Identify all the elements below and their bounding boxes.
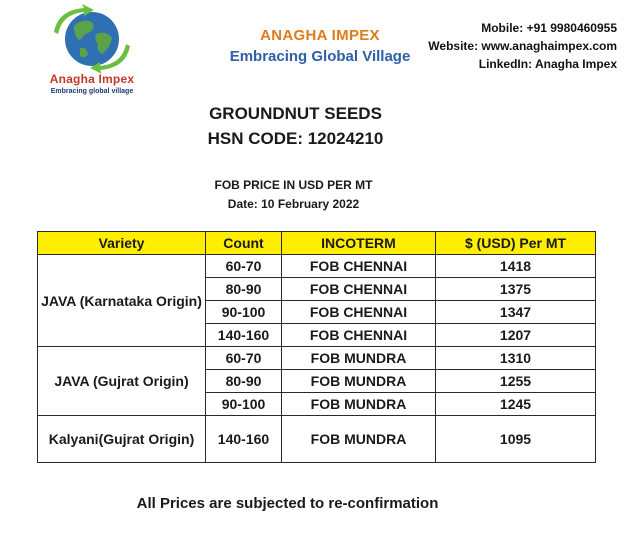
count-cell: 80-90	[206, 278, 282, 301]
variety-cell: JAVA (Karnataka Origin)	[38, 255, 206, 347]
logo-tagline: Embracing global village	[50, 88, 134, 95]
reconfirmation-note: All Prices are subjected to re-confirmation	[136, 495, 439, 512]
price-cell: 1245	[436, 393, 596, 416]
header-price: $ (USD) Per MT	[436, 232, 596, 255]
company-logo	[36, 4, 148, 102]
contact-website: Website: www.anaghaimpex.com	[428, 39, 617, 53]
table-row	[38, 416, 596, 463]
doc-title: GROUNDNUT SEEDS	[209, 104, 382, 123]
table-header-row	[38, 232, 596, 255]
incoterm-cell: FOB CHENNAI	[282, 324, 436, 347]
incoterm-cell: FOB CHENNAI	[282, 301, 436, 324]
incoterm-cell: FOB MUNDRA	[282, 416, 436, 463]
incoterm-cell: FOB MUNDRA	[282, 393, 436, 416]
incoterm-cell: FOB MUNDRA	[282, 370, 436, 393]
contact-block	[428, 19, 617, 73]
header-count: Count	[206, 232, 282, 255]
price-cell: 1207	[436, 324, 596, 347]
price-cell: 1095	[436, 416, 596, 463]
header-incoterm: INCOTERM	[282, 232, 436, 255]
price-basis: FOB PRICE IN USD PER MT	[214, 178, 373, 192]
count-cell: 90-100	[206, 393, 282, 416]
incoterm-cell: FOB CHENNAI	[282, 278, 436, 301]
variety-cell: Kalyani(Gujrat Origin)	[38, 416, 206, 463]
contact-linkedin: LinkedIn: Anagha Impex	[478, 57, 617, 71]
company-tagline: Embracing Global Village	[229, 48, 411, 65]
contact-mobile: Mobile: +91 9980460955	[481, 21, 617, 35]
price-cell: 1347	[436, 301, 596, 324]
company-name: ANAGHA IMPEX	[260, 27, 380, 44]
variety-cell: JAVA (Gujrat Origin)	[38, 347, 206, 416]
count-cell: 90-100	[206, 301, 282, 324]
table-row	[38, 255, 596, 278]
hsn-code: HSN CODE: 12024210	[207, 129, 384, 148]
price-cell: 1418	[436, 255, 596, 278]
company-header	[205, 27, 435, 65]
count-cell: 140-160	[206, 416, 282, 463]
table-row	[38, 347, 596, 370]
price-cell: 1310	[436, 347, 596, 370]
globe-icon	[44, 4, 140, 74]
incoterm-cell: FOB MUNDRA	[282, 347, 436, 370]
count-cell: 60-70	[206, 347, 282, 370]
count-cell: 60-70	[206, 255, 282, 278]
price-table	[37, 231, 596, 463]
count-cell: 80-90	[206, 370, 282, 393]
price-cell: 1375	[436, 278, 596, 301]
count-cell: 140-160	[206, 324, 282, 347]
logo-name: Anagha Impex	[49, 72, 135, 86]
price-cell: 1255	[436, 370, 596, 393]
price-date: Date: 10 February 2022	[227, 197, 360, 211]
incoterm-cell: FOB CHENNAI	[282, 255, 436, 278]
header-variety: Variety	[38, 232, 206, 255]
